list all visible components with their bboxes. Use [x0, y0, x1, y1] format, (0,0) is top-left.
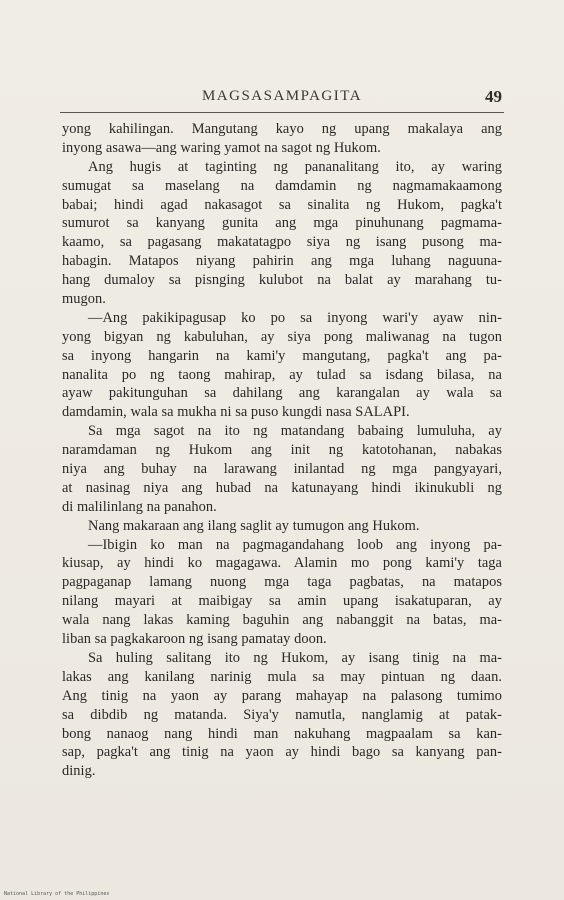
text-line: mugon.	[62, 291, 106, 308]
running-title: MAGSASAMPAGITA	[201, 88, 363, 104]
text-line: nanalita po ng taong mahirap, ay tulad sa isdang bilasa, na	[62, 366, 502, 383]
text-line: bong nanaog nang hindi man nakuhang magpaalam sa kan-	[62, 725, 502, 742]
text-line: kiusap, ay hindi ko magagawa. Alamin mo pong kami'y taga	[62, 555, 502, 572]
text-line: Ang tinig na yaon ay parang mahayap na palasong tumimo	[62, 687, 502, 704]
page-number: 49	[485, 87, 502, 106]
scan-credit: National Library of the Philippines	[4, 891, 110, 897]
text-line: liban sa pagkakaroon ng isang pamatay doon.	[62, 631, 327, 648]
text-line: damdamin, wala sa mukha ni sa puso kungdi nasa SALAPI.	[62, 404, 410, 421]
text-line: Sa mga sagot na ito ng matandang babaing lumuluha, ay	[88, 423, 502, 440]
text-line: di malilinlang na panahon.	[62, 498, 217, 515]
text-line: nilang mayari at maibigay sa amin upang isakatuparan, ay	[62, 593, 502, 610]
text-line: niya ang buhay na larawang inilantad ng mga pangyayari,	[62, 461, 502, 478]
text-line: habagin. Matapos niyang pahirin ang mga luhang naguuna-	[62, 253, 502, 270]
text-line: babai; hindi agad nakasagot sa sinalita ng Hukom, pagka't	[62, 196, 502, 213]
text-line: yong kahilingan. Mangutang kayo ng upang makalaya ang	[62, 121, 502, 137]
text-line: dinig.	[62, 763, 96, 780]
text-line: Ang hugis at taginting ng pananalitang ito, ay waring	[88, 158, 502, 175]
text-line: sap, pagka't ang tinig na yaon ay hindi bago sa kanyang pan-	[62, 744, 502, 761]
running-header	[62, 88, 502, 110]
text-line: hang dumaloy sa pisnging kulubot na balat ay marahang tu-	[62, 272, 502, 289]
text-line: sumugat sa maselang na damdamin ng nagmamakaamong	[62, 177, 502, 194]
text-line: sa dibdib ng matanda. Siya'y namutla, nanglamig at patak-	[62, 706, 502, 723]
text-line: —Ang pakikipagusap ko po sa inyong wari'y ayaw nin-	[88, 309, 502, 326]
text-line: inyong asawa—ang waring yamot na sagot ng Hukom.	[62, 139, 381, 156]
text-line: Sa huling salitang ito ng Hukom, ay isang tinig na ma-	[88, 649, 502, 666]
text-line: yong bigyan ng kabuluhan, ay siya pong maliwanag na tugon	[62, 328, 502, 345]
text-line: at nasinag niya ang hubad na katunayang hindi ikinukubli ng	[62, 479, 502, 496]
text-line: sa inyong hangarin na kami'y mangutang, pagka't ang pa-	[62, 347, 502, 364]
body-text	[62, 120, 502, 781]
text-line: kaamo, sa pagasang makatatagpo siya ng isang pusong ma-	[62, 234, 502, 251]
text-line: pagpaganap lamang nuong mga taga pagbatas, na matapos	[62, 574, 502, 591]
text-line: naramdaman ng Hukom ang init ng katotohanan, nabakas	[62, 442, 502, 459]
header-rule	[60, 112, 504, 113]
text-line: wala nang lakas kaming baguhin ang nabanggit na batas, ma-	[62, 612, 502, 629]
text-line: —Ibigin ko man na pagmagandahang loob ang inyong pa-	[88, 536, 502, 553]
text-line: lakas ang kanilang narinig mula sa may pintuan ng daan.	[62, 668, 502, 685]
text-line: ayaw pakitunguhan sa dahilang ang karangalan ay wala sa	[62, 385, 502, 402]
text-line: Nang makaraan ang ilang saglit ay tumugon ang Hukom.	[88, 517, 420, 534]
text-line: sumurot sa kanyang gunita ang mga pinuhunang pagmama-	[62, 215, 502, 232]
